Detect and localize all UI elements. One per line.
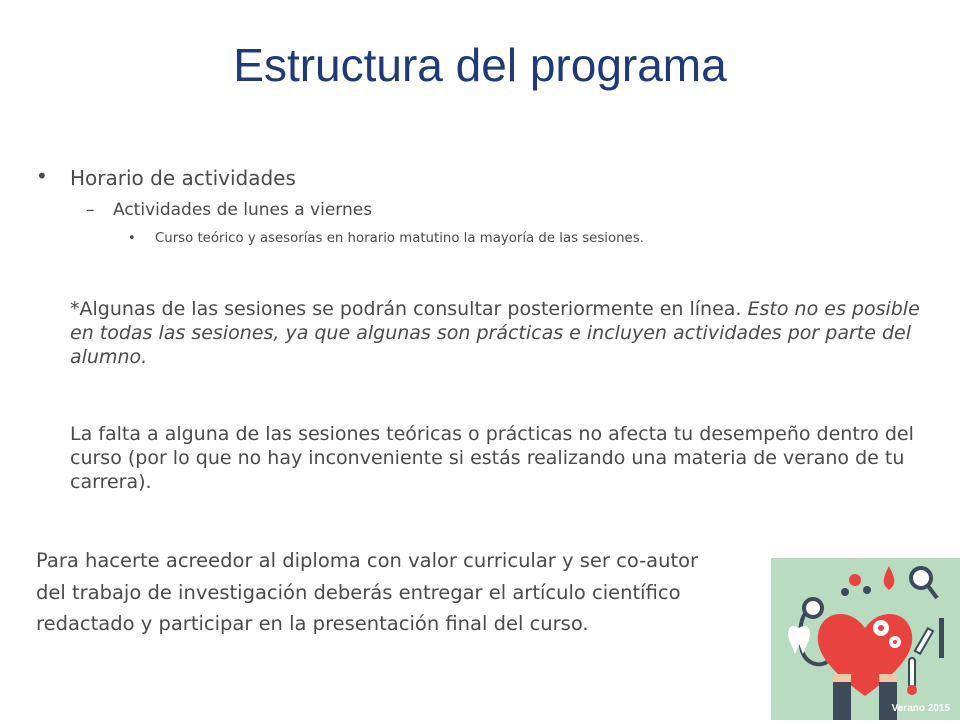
online-note bbox=[70, 297, 920, 369]
thermometer-icon bbox=[907, 658, 917, 695]
slide-title: Estructura del programa bbox=[233, 39, 727, 91]
illustration-label: Verano 2015 bbox=[891, 703, 950, 714]
diploma-line: redactado y participar en la presentación final del curso. bbox=[36, 612, 589, 635]
tooth-icon bbox=[788, 626, 810, 654]
magnifier-icon bbox=[911, 568, 937, 598]
syringe-icon bbox=[915, 618, 944, 658]
bullet-course-detail: Curso teórico y asesorías en horario matutino la mayoría de las sesiones. bbox=[155, 231, 644, 246]
absence-paragraph: La falta a alguna de las sesiones teóricas o prácticas no afecta tu desempeño dentro del curso (por lo que no hay inconveniente si estás realizando una materia de verano de tu carrera). bbox=[70, 423, 914, 493]
diploma-line: del trabajo de investigación deberás entregar el artículo científico bbox=[36, 580, 681, 604]
online-note-plain: *Algunas de las sesiones se podrán consultar posteriormente en línea. bbox=[70, 298, 742, 320]
drop-icon bbox=[884, 566, 895, 590]
heart-icon bbox=[818, 614, 912, 696]
bullet-marker: • bbox=[36, 164, 48, 188]
molecule-icon bbox=[841, 574, 871, 596]
bullet-marker-small: • bbox=[128, 231, 136, 246]
health-illustration bbox=[771, 558, 960, 720]
bullet-weekdays: Actividades de lunes a viernes bbox=[113, 200, 373, 220]
diploma-line: Para hacerte acreedor al diploma con valor curricular y ser co-autor bbox=[36, 549, 699, 572]
bullet-schedule: Horario de actividades bbox=[70, 166, 296, 190]
diploma-paragraph bbox=[36, 545, 876, 640]
dash-marker: – bbox=[86, 200, 95, 220]
online-note-italic: Esto no es posible en todas las sesiones, ya que algunas son prácticas e incluyen actividades por parte del alumno. bbox=[70, 298, 920, 368]
